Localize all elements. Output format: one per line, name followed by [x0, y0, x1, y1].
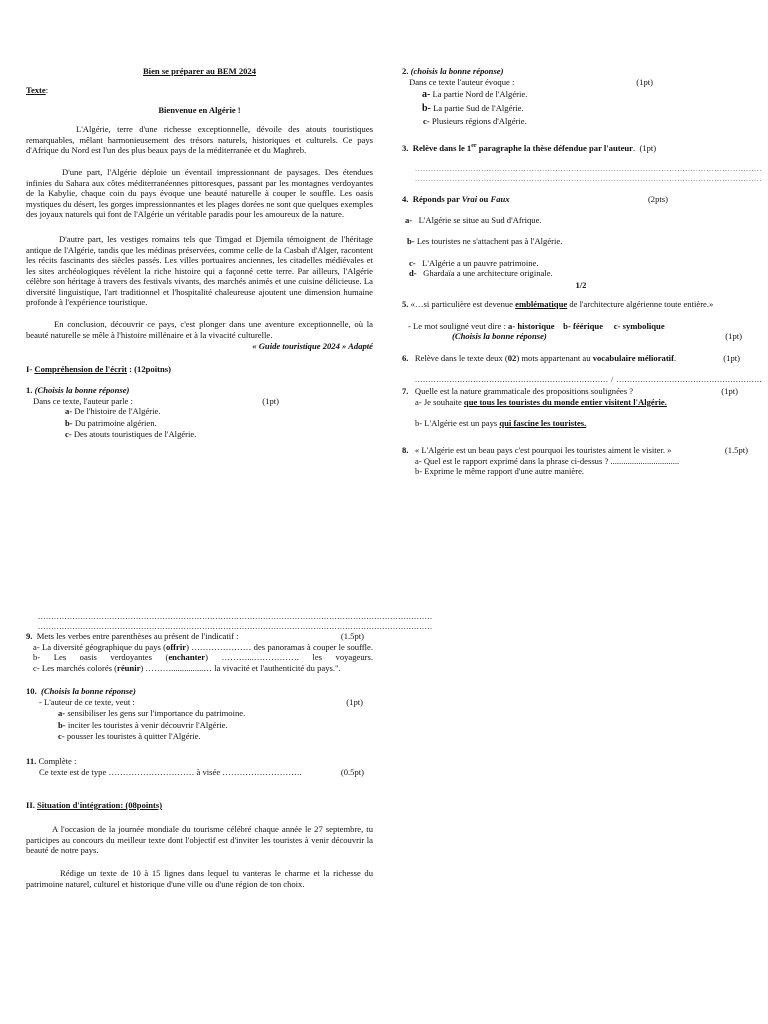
- q7-stem: Quelle est la nature grammaticale des propositions soulignées ?: [414, 386, 634, 396]
- q1-option-b-letter: b-: [65, 417, 73, 428]
- section2-paragraph-2: Rédige un texte de 10 à 15 lignes dans lequel tu vanteras le charme et la richesse du patrimoine naturel, culturel et historique d'une ville ou d'une région de ton choix.: [26, 868, 373, 889]
- question-10: [26, 686, 373, 742]
- q3-answer-line-1: ...................................................................................................................................: [415, 162, 762, 173]
- section1-title: Compréhension de l'écrit: [34, 364, 127, 374]
- q10-option-c-letter: c-: [58, 731, 65, 741]
- q1-number: 1.: [26, 385, 33, 395]
- q1-stem: Dans ce texte, l'auteur parle :: [33, 395, 133, 406]
- q1-option-a-letter: a-: [65, 406, 73, 416]
- q2-option-b-letter: b-: [422, 102, 431, 114]
- q6-points: (1pt): [723, 353, 740, 363]
- q9-c-verb: réunir: [117, 662, 141, 673]
- q4-vrai: Vrai: [461, 194, 478, 204]
- q4-item-b: Les touristes ne s'attachent pas à l'Algérie.: [416, 236, 563, 246]
- q5-option-c: c- symbolique: [613, 320, 665, 331]
- q5-option-b: b- féérique: [563, 320, 604, 331]
- section2-heading: [26, 800, 162, 811]
- texte-label-text: Texte: [26, 85, 46, 95]
- q3-text-start: Relève dans le 1: [412, 143, 472, 153]
- question-8: [402, 445, 750, 477]
- q3-answer-line-2: ...................................................................................................................................: [415, 173, 762, 183]
- q11-stem: Complète :: [38, 756, 77, 766]
- q2-option-c-letter: c-: [423, 116, 430, 126]
- q8-number: 8.: [402, 445, 409, 455]
- question-9: [26, 631, 373, 673]
- q7-b-prefix: b- L'Algérie est un pays: [415, 418, 500, 428]
- question-7: [402, 386, 750, 429]
- question-4: [402, 194, 750, 279]
- q6-text-end: .: [673, 353, 677, 363]
- q4-item-c-letter: c-: [409, 257, 416, 268]
- q4-points: (2pts): [647, 194, 668, 204]
- q10-instruction: (Choisis la bonne réponse): [41, 686, 136, 696]
- section1-roman: I-: [26, 364, 33, 374]
- q9-stem: Mets les verbes entre parenthèses au présent de l'indicatif :: [36, 631, 239, 641]
- section1-heading: [26, 364, 171, 375]
- section2-roman: II.: [26, 800, 35, 810]
- q1-instruction: (Choisis la bonne réponse): [34, 385, 130, 395]
- q6-text-start: Relève dans le texte deux (: [414, 353, 508, 363]
- q9-a-end: ) ………………… des panoramas à couper le souffle.: [186, 641, 373, 652]
- q4-faux: Faux: [490, 194, 510, 204]
- q9-b-verb: enchanter: [168, 652, 206, 662]
- q5-instruction: (Choisis la bonne réponse): [452, 331, 547, 341]
- text-paragraph-2: D'une part, l'Algérie déploie un éventail impressionnant de paysages. Des étendues infinies du Sahara aux côtes méditerranéennes pittoresques, passant par les montagnes verdoyantes de la Kabylie, chaque coin du pays évoque une beauté naturelle à couper le souffle. Les oasis mystiques du désert, les gorges impressionnantes et les plages dorées ne sont que quelques exemples des joyaux naturels qui font de l'Algérie un véritable paradis pour les amoureux de la nature.: [26, 167, 373, 219]
- q10-option-c: pousser les touristes à quitter l'Algérie.: [66, 731, 201, 741]
- q7-points: (1pt): [721, 386, 738, 396]
- section1-points: : (12poitns): [129, 364, 171, 374]
- q5-stem: - Le mot souligné veut dire :: [408, 320, 506, 331]
- q11-number: 11.: [26, 756, 37, 766]
- q10-option-b: inciter les touristes à venir découvrir l'Algérie.: [67, 719, 228, 730]
- q4-item-d: Ghardaïa a une architecture originale.: [423, 268, 553, 278]
- q3-number: 3.: [402, 143, 409, 153]
- q4-label: Réponds par: [412, 194, 462, 204]
- page-number: 1/2: [575, 280, 587, 290]
- q4-item-c: L'Algérie a un pauvre patrimoine.: [422, 257, 539, 268]
- q6-answer-line: ......................................................................... / .......................................................: [415, 373, 763, 384]
- question-6: [402, 353, 763, 384]
- question-11: [26, 756, 373, 777]
- q7-a-underlined: que tous les touristes du monde entier visitent l'Algérie.: [463, 396, 667, 407]
- q2-points: (1pt): [636, 76, 653, 87]
- q10-option-b-letter: b-: [58, 719, 66, 730]
- q3-superscript: er: [471, 143, 477, 150]
- q6-text-middle: ) mots appartenant au: [516, 353, 593, 363]
- q2-option-b: La partie Sud de l'Algérie.: [433, 102, 524, 113]
- q5-quote-end: de l'architecture algérienne toute entière.»: [567, 299, 714, 309]
- texte-label: [26, 85, 48, 96]
- q6-number: 6.: [402, 353, 409, 363]
- q9-c-start: c- Les marchés colorés (: [33, 662, 117, 673]
- q4-ou: ou: [477, 194, 491, 204]
- q6-count: 02: [507, 353, 517, 363]
- q4-number: 4.: [402, 194, 409, 204]
- q4-item-a: L'Algérie se situe au Sud d'Afrique.: [418, 214, 542, 225]
- texte-label-colon: :: [45, 85, 49, 95]
- q2-number: 2.: [402, 66, 409, 76]
- q9-item-c: [26, 663, 373, 674]
- q8-item-a: a- Quel est le rapport exprimé dans la phrase ci-dessus ? ................................: [415, 455, 680, 466]
- q9-b-start: b- Les oasis verdoyantes (: [33, 652, 169, 662]
- q7-b-underlined: qui fascine les touristes.: [499, 418, 587, 428]
- q5-points: (1pt): [725, 331, 742, 341]
- q11-line: Ce texte est de type ………………………… à visée ……………………….: [39, 766, 302, 777]
- q8-points: (1.5pt): [724, 445, 748, 455]
- text-paragraph-1: L'Algérie, terre d'une richesse exceptionnelle, dévoile des atouts touristiques remarquables, mêlant harmonieusement des trésors naturels, historiques et culturels. Ce pays d'Afrique du Nord est l'un des plus beaux pays de la méditerranée et du Maghreb.: [26, 124, 373, 155]
- text-title: Bienvenue en Algérie !: [158, 105, 241, 115]
- section2-points: : (08points): [120, 800, 163, 810]
- q2-instruction: (choisis la bonne réponse): [410, 66, 504, 76]
- text-paragraph-3: D'autre part, les vestiges romains tels que Timgad et Djemila témoignent de l'héritage antique de l'Algérie, tandis que les médinas préservées, comme celle de la Casbah d'Alger, racontent les récits fascinants des siècles passés. Les villes portuaires anciennes, les citadelles médiévales et les sites archéologiques révèlent la riche histoire qui a façonné cette terre. Par ailleurs, l'Algérie célèbre son héritage à travers des festivals vivants, des marchés animés et une cuisine délicieuse. La diversité linguistique, l'art traditionnel et l'hospitalité chaleureuse ajoutent une dimension humaine profonde à l'expérience touristique.: [26, 234, 373, 307]
- q10-option-a-letter: a-: [58, 708, 66, 718]
- q8-item-b: b- Exprime le même rapport d'une autre manière.: [415, 466, 585, 476]
- q5-option-a: a- historique: [508, 320, 555, 331]
- q10-option-a: sensibiliser les gens sur l'importance du patrimoine.: [67, 708, 246, 718]
- q9-a-start: a- La diversité géographique du pays (: [33, 641, 167, 652]
- q5-quote-start: «…si particulière est devenue: [410, 299, 516, 309]
- q9-b-end: ) ………...……………. les voyageurs.: [205, 652, 374, 662]
- q1-option-b: Du patrimoine algérien.: [74, 417, 157, 428]
- answer-line-1: .....................................................................................................................................................: [38, 611, 433, 621]
- q10-points: (1pt): [346, 696, 363, 707]
- q4-item-a-letter: a-: [405, 214, 413, 225]
- answer-line-2: .....................................................................................................................................................: [38, 621, 433, 631]
- q1-option-a: De l'histoire de l'Algérie.: [74, 406, 161, 416]
- q2-option-a: La partie Nord de l'Algérie.: [432, 89, 528, 99]
- q9-a-verb: offrir: [166, 641, 187, 652]
- q2-option-a-letter: a-: [422, 89, 431, 100]
- q3-text-middle: paragraphe la thèse défendue par l'auteur: [476, 143, 633, 153]
- question-1: [26, 385, 373, 440]
- q1-option-c: Des atouts touristiques de l'Algérie.: [73, 429, 197, 439]
- q2-stem: Dans ce texte l'auteur évoque :: [409, 76, 515, 87]
- q10-stem: - L'auteur de ce texte, veut :: [39, 696, 135, 707]
- q5-underlined-word: emblématique: [515, 299, 568, 309]
- q9-number: 9.: [26, 631, 33, 641]
- page-header-title: Bien se préparer au BEM 2024: [142, 66, 257, 76]
- q7-number: 7.: [402, 386, 409, 396]
- q3-points: (1pt): [639, 143, 657, 153]
- q2-option-c: Plusieurs régions d'Algérie.: [431, 116, 527, 126]
- q4-item-d-letter: d-: [409, 268, 417, 278]
- q3-text-end: .: [633, 143, 636, 153]
- question-2: [402, 66, 750, 127]
- q5-number: 5.: [402, 299, 409, 309]
- question-3: [402, 143, 762, 184]
- q8-stem: « L'Algérie est un beau pays c'est pourquoi les touristes aiment le visiter. »: [414, 445, 672, 455]
- question-5: [402, 299, 762, 342]
- section2-paragraph-1: A l'occasion de la journée mondiale du tourisme célébré chaque année le 27 septembre, tu participes au concours du meilleur texte dont l'objectif est d'inviter les touristes à venir découvrir la beauté de notre pays.: [26, 824, 373, 855]
- q4-item-b-letter: b-: [407, 236, 415, 246]
- section2-title: Situation d'intégration: [37, 800, 121, 810]
- q9-item-a: [26, 642, 373, 663]
- q9-item-b: [33, 652, 373, 662]
- q1-points: (1pt): [262, 395, 279, 406]
- q11-points: (0.5pt): [340, 766, 364, 777]
- q9-c-end: ) ………...............… la vivacité et l'authenticité du pays.".: [140, 662, 341, 673]
- q1-option-c-letter: c-: [65, 429, 72, 439]
- text-paragraph-4: En conclusion, découvrir ce pays, c'est plonger dans une aventure exceptionnelle, où la beauté naturelle se mêle à l'histoire millénaire et à la vivacité culturelle.: [26, 319, 373, 340]
- q9-points: (1.5pt): [340, 631, 364, 641]
- q10-number: 10.: [26, 686, 37, 696]
- q6-term: vocabulaire mélioratif: [592, 353, 674, 363]
- text-source: « Guide touristique 2024 » Adapté: [252, 341, 373, 351]
- q7-a-prefix: a- Je souhaite: [415, 396, 464, 407]
